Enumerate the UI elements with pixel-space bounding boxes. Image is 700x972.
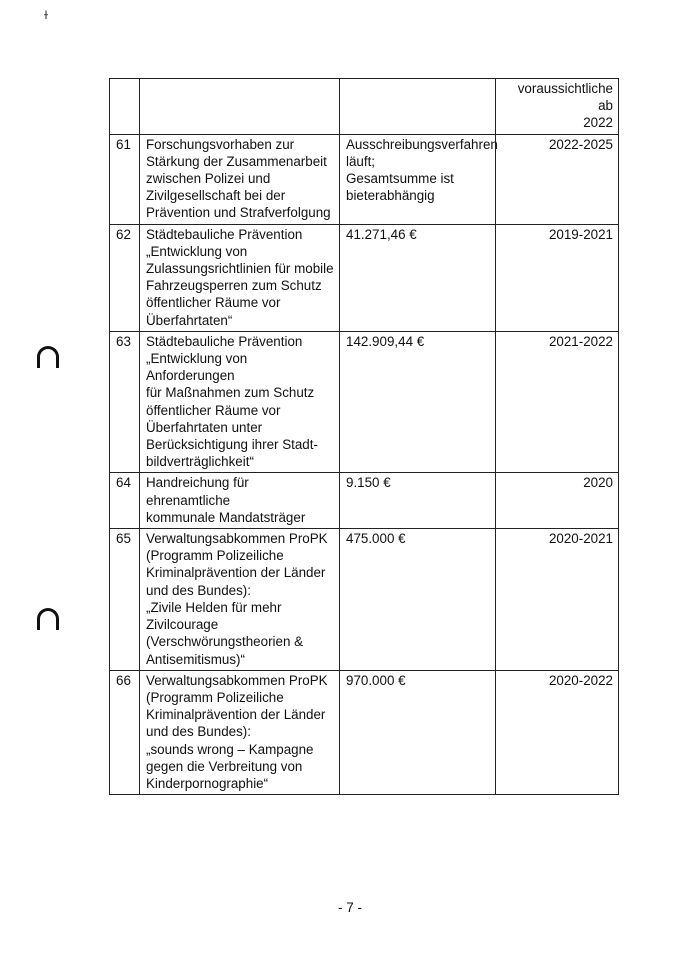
row-amount: 41.271,46 € (340, 224, 496, 331)
row-period: 2021-2022 (496, 331, 619, 473)
row-period: 2022-2025 (496, 134, 619, 224)
row-number: 64 (110, 473, 140, 529)
row-title: Städtebauliche Prävention „Entwicklung von Zulassungsrichtlinien für mobile Fahrzeugsperren zum Schutz öffentlicher Räume vor Überfahrtaten“ (140, 224, 340, 331)
row-number: 66 (110, 670, 140, 794)
table-row (110, 529, 619, 671)
row-title: Verwaltungsabkommen ProPK (Programm Polizeiliche Kriminalprävention der Länder und des Bundes): „sounds wrong – Kampagne gegen die Verbreitung von Kinderpornographie“ (140, 670, 340, 794)
header-title-cell (140, 79, 340, 135)
scan-speck: ɫ (44, 8, 48, 22)
table-header-row (110, 79, 619, 135)
row-number: 63 (110, 331, 140, 473)
row-amount: 970.000 € (340, 670, 496, 794)
header-nr-cell (110, 79, 140, 135)
header-amount-cell (340, 79, 496, 135)
table-row (110, 331, 619, 473)
row-amount: 142.909,44 € (340, 331, 496, 473)
row-amount: 9.150 € (340, 473, 496, 529)
row-period: 2020-2022 (496, 670, 619, 794)
row-period: 2020-2021 (496, 529, 619, 671)
table-row (110, 224, 619, 331)
row-title: Forschungsvorhaben zur Stärkung der Zusammenarbeit zwischen Polizei und Zivilgesellschaft bei der Prävention und Strafverfolgung (140, 134, 340, 224)
row-amount: Ausschreibungsverfahren läuft; Gesamtsumme ist bieterabhängig (340, 134, 496, 224)
measures-table (109, 78, 619, 795)
row-period: 2019-2021 (496, 224, 619, 331)
table-row (110, 670, 619, 794)
page-number: - 7 - (337, 900, 362, 915)
binder-hole-mark (37, 346, 59, 368)
row-number: 61 (110, 134, 140, 224)
row-number: 65 (110, 529, 140, 671)
row-period: 2020 (496, 473, 619, 529)
row-title: Verwaltungsabkommen ProPK (Programm Polizeiliche Kriminalprävention der Länder und des Bundes): „Zivile Helden für mehr Zivilcourage (Verschwörungstheorien & Antisemitismus)“ (140, 529, 340, 671)
row-amount: 475.000 € (340, 529, 496, 671)
row-title: Handreichung für ehrenamtliche kommunale Mandatsträger (140, 473, 340, 529)
table-row (110, 473, 619, 529)
row-number: 62 (110, 224, 140, 331)
table-row (110, 134, 619, 224)
header-period-cell: voraussichtliche ab 2022 (496, 79, 619, 135)
binder-hole-mark (37, 608, 59, 630)
row-title: Städtebauliche Prävention „Entwicklung von Anforderungen für Maßnahmen zum Schutz öffentlicher Räume vor Überfahrtaten unter Berücksichtigung ihrer Stadt- bildverträglichkeit“ (140, 331, 340, 473)
